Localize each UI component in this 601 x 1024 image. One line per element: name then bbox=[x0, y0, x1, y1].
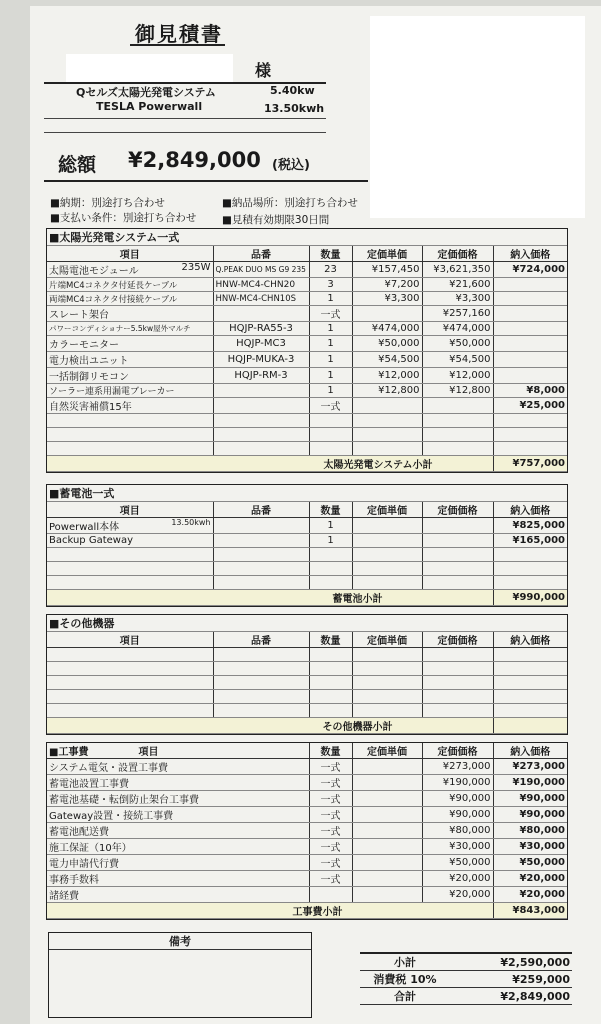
item-delivered-price bbox=[493, 278, 567, 292]
recipient-suffix: 様 bbox=[255, 61, 272, 80]
item-list-price: ¥54,500 bbox=[422, 352, 493, 368]
table-row bbox=[47, 759, 567, 775]
system-name-1: Qセルズ太陽光発電システム bbox=[76, 86, 216, 99]
table-row bbox=[47, 534, 567, 548]
summary-value: ¥2,849,000 bbox=[450, 988, 572, 1005]
table-row-empty bbox=[47, 442, 567, 456]
item-model bbox=[213, 306, 309, 322]
item-name: Powerwall本体 bbox=[49, 522, 120, 533]
item-list-price: ¥3,621,350 bbox=[422, 262, 493, 278]
item-name: Backup Gateway bbox=[47, 534, 213, 548]
item-delivered-price bbox=[493, 292, 567, 306]
table-row bbox=[47, 262, 567, 278]
item-unit-price: ¥3,300 bbox=[352, 292, 422, 306]
table-row bbox=[47, 855, 567, 871]
item-list-price: ¥12,000 bbox=[422, 368, 493, 384]
item-name: 自然災害補償15年 bbox=[47, 398, 213, 414]
item-delivered-price: ¥190,000 bbox=[493, 775, 567, 791]
item-qty: 一式 bbox=[309, 807, 352, 823]
col-unit-price: 定価単価 bbox=[352, 743, 422, 759]
col-delivered-price: 納入価格 bbox=[493, 632, 567, 648]
col-model: 品番 bbox=[213, 246, 309, 262]
item-name: 施工保証（10年） bbox=[47, 839, 309, 855]
item-unit-price bbox=[352, 534, 422, 548]
document-title: 御見積書 bbox=[135, 22, 223, 46]
item-delivered-price: ¥20,000 bbox=[493, 871, 567, 887]
col-delivered-price: 納入価格 bbox=[493, 743, 567, 759]
table-row bbox=[47, 518, 567, 534]
item-model: HQJP-MUKA-3 bbox=[213, 352, 309, 368]
item-name: 諸経費 bbox=[47, 887, 309, 903]
col-unit-price: 定価単価 bbox=[352, 246, 422, 262]
item-name: 蓄電池配送費 bbox=[47, 823, 309, 839]
item-delivered-price bbox=[493, 336, 567, 352]
item-unit-price bbox=[352, 518, 422, 534]
item-list-price: ¥80,000 bbox=[422, 823, 493, 839]
col-item: 項目 bbox=[47, 632, 213, 648]
table-row bbox=[47, 839, 567, 855]
item-delivered-price: ¥8,000 bbox=[493, 384, 567, 398]
item-delivered-price bbox=[493, 352, 567, 368]
other-header-row bbox=[47, 632, 567, 648]
item-delivered-price: ¥165,000 bbox=[493, 534, 567, 548]
col-list-price: 定価価格 bbox=[422, 632, 493, 648]
item-extra: 13.50kwh bbox=[171, 518, 211, 527]
item-name: カラーモニター bbox=[47, 336, 213, 352]
item-list-price: ¥50,000 bbox=[422, 336, 493, 352]
total-tax-note: (税込) bbox=[272, 158, 310, 173]
summary-value: ¥2,590,000 bbox=[450, 953, 572, 971]
item-unit-price: ¥50,000 bbox=[352, 336, 422, 352]
item-qty: 1 bbox=[309, 322, 352, 336]
col-model: 品番 bbox=[213, 632, 309, 648]
summary-table bbox=[360, 952, 572, 1005]
item-delivered-price bbox=[493, 368, 567, 384]
item-list-price: ¥90,000 bbox=[422, 791, 493, 807]
battery-subtotal-value: ¥990,000 bbox=[493, 590, 567, 606]
summary-row bbox=[360, 971, 572, 988]
summary-row bbox=[360, 988, 572, 1005]
item-list-price: ¥21,600 bbox=[422, 278, 493, 292]
col-unit-price: 定価単価 bbox=[352, 502, 422, 518]
item-model bbox=[213, 384, 309, 398]
col-qty: 数量 bbox=[309, 632, 352, 648]
item-list-price: ¥20,000 bbox=[422, 887, 493, 903]
col-delivered-price: 納入価格 bbox=[493, 502, 567, 518]
other-subtotal-value bbox=[493, 718, 567, 734]
item-extra: 235W bbox=[181, 262, 211, 273]
condition-delivery-date: ■納期：別途打ち合わせ bbox=[50, 197, 165, 209]
item-name: 片端MC4コネクタ付延長ケーブル bbox=[47, 278, 213, 292]
item-qty: 一式 bbox=[309, 839, 352, 855]
table-row bbox=[47, 368, 567, 384]
item-list-price: ¥190,000 bbox=[422, 775, 493, 791]
table-row bbox=[47, 775, 567, 791]
table-row bbox=[47, 871, 567, 887]
item-delivered-price: ¥20,000 bbox=[493, 887, 567, 903]
item-qty: 一式 bbox=[309, 759, 352, 775]
total-underline bbox=[44, 180, 368, 182]
solar-subtotal-row bbox=[47, 456, 567, 472]
col-model: 品番 bbox=[213, 502, 309, 518]
table-row bbox=[47, 322, 567, 336]
item-delivered-price bbox=[493, 322, 567, 336]
item-delivered-price: ¥825,000 bbox=[493, 518, 567, 534]
construction-subtotal-value: ¥843,000 bbox=[493, 903, 567, 919]
table-row bbox=[47, 384, 567, 398]
item-qty: 一式 bbox=[309, 871, 352, 887]
item-list-price: ¥273,000 bbox=[422, 759, 493, 775]
solar-section-title: ■太陽光発電システム一式 bbox=[47, 229, 567, 246]
table-row-empty bbox=[47, 414, 567, 428]
item-list-price: ¥474,000 bbox=[422, 322, 493, 336]
solar-subtotal-label: 太陽光発電システム小計 bbox=[47, 456, 493, 472]
table-row bbox=[47, 887, 567, 903]
condition-validity: ■見積有効期限30日間 bbox=[222, 214, 330, 226]
item-qty: 1 bbox=[309, 534, 352, 548]
item-qty: 一式 bbox=[309, 398, 352, 414]
redacted-area bbox=[370, 16, 585, 218]
summary-value: ¥259,000 bbox=[450, 971, 572, 988]
col-item: 項目 bbox=[47, 246, 213, 262]
item-delivered-price: ¥30,000 bbox=[493, 839, 567, 855]
table-row bbox=[47, 278, 567, 292]
table-row-empty bbox=[47, 662, 567, 676]
item-model: HQJP-RA55-3 bbox=[213, 322, 309, 336]
col-qty: 数量 bbox=[309, 246, 352, 262]
item-model: HNW-MC4-CHN10S bbox=[213, 292, 309, 306]
battery-section-title: ■蓄電池一式 bbox=[47, 485, 567, 502]
table-row-empty bbox=[47, 648, 567, 662]
item-list-price: ¥50,000 bbox=[422, 855, 493, 871]
item-list-price bbox=[422, 518, 493, 534]
item-qty: 一式 bbox=[309, 823, 352, 839]
item-name: 電力検出ユニット bbox=[47, 352, 213, 368]
recipient-name-redaction bbox=[66, 54, 233, 84]
other-section-title: ■その他機器 bbox=[47, 615, 567, 632]
item-qty: 一式 bbox=[309, 775, 352, 791]
item-unit-price: ¥54,500 bbox=[352, 352, 422, 368]
remarks-box bbox=[48, 932, 312, 1018]
item-qty: 3 bbox=[309, 278, 352, 292]
item-list-price: ¥90,000 bbox=[422, 807, 493, 823]
item-delivered-price: ¥25,000 bbox=[493, 398, 567, 414]
solar-header-row bbox=[47, 246, 567, 262]
item-list-price: ¥257,160 bbox=[422, 306, 493, 322]
battery-subtotal-row bbox=[47, 590, 567, 606]
item-delivered-price: ¥90,000 bbox=[493, 807, 567, 823]
item-unit-price bbox=[352, 398, 422, 414]
item-model bbox=[213, 398, 309, 414]
item-delivered-price: ¥90,000 bbox=[493, 791, 567, 807]
item-model: HQJP-RM-3 bbox=[213, 368, 309, 384]
summary-row bbox=[360, 953, 572, 971]
item-name: 蓄電池設置工事費 bbox=[47, 775, 309, 791]
item-unit-price bbox=[352, 306, 422, 322]
table-row-empty bbox=[47, 676, 567, 690]
item-model: HNW-MC4-CHN20 bbox=[213, 278, 309, 292]
item-qty: 1 bbox=[309, 384, 352, 398]
item-name: 電力申請代行費 bbox=[47, 855, 309, 871]
battery-section bbox=[46, 484, 568, 607]
col-list-price: 定価価格 bbox=[422, 743, 493, 759]
item-delivered-price: ¥273,000 bbox=[493, 759, 567, 775]
title-underline bbox=[130, 44, 225, 46]
table-row bbox=[47, 352, 567, 368]
item-qty: 一式 bbox=[309, 306, 352, 322]
battery-subtotal-label: 蓄電池小計 bbox=[47, 590, 493, 606]
table-row bbox=[47, 791, 567, 807]
table-row bbox=[47, 823, 567, 839]
item-delivered-price: ¥724,000 bbox=[493, 262, 567, 278]
item-qty: 1 bbox=[309, 368, 352, 384]
table-row-empty bbox=[47, 548, 567, 562]
construction-header-row bbox=[47, 743, 567, 759]
item-unit-price: ¥7,200 bbox=[352, 278, 422, 292]
summary-label: 合計 bbox=[360, 988, 450, 1005]
col-item: 項目 bbox=[47, 502, 213, 518]
item-name: 太陽電池モジュール bbox=[49, 266, 139, 277]
construction-section bbox=[46, 742, 568, 920]
table-row bbox=[47, 807, 567, 823]
system-name-2: TESLA Powerwall bbox=[96, 100, 203, 113]
item-qty bbox=[309, 887, 352, 903]
item-list-price bbox=[422, 534, 493, 548]
item-name: 蓄電池基礎・転倒防止架台工事費 bbox=[47, 791, 309, 807]
system-capacity-2: 13.50kwh bbox=[264, 102, 325, 115]
col-delivered-price: 納入価格 bbox=[493, 246, 567, 262]
col-list-price: 定価価格 bbox=[422, 246, 493, 262]
item-name: 事務手数料 bbox=[47, 871, 309, 887]
col-unit-price: 定価単価 bbox=[352, 632, 422, 648]
battery-header-row bbox=[47, 502, 567, 518]
item-model: Q.PEAK DUO MS G9 235 bbox=[213, 262, 309, 278]
item-unit-price: ¥157,450 bbox=[352, 262, 422, 278]
item-qty: 1 bbox=[309, 292, 352, 306]
item-qty: 一式 bbox=[309, 791, 352, 807]
construction-subtotal-label: 工事費小計 bbox=[47, 903, 493, 919]
system-capacity-1: 5.40kw bbox=[270, 84, 315, 97]
item-qty: 一式 bbox=[309, 855, 352, 871]
table-row bbox=[47, 292, 567, 306]
system-line-2 bbox=[44, 132, 326, 133]
solar-subtotal-value: ¥757,000 bbox=[493, 456, 567, 472]
table-row-empty bbox=[47, 576, 567, 590]
item-list-price: ¥12,800 bbox=[422, 384, 493, 398]
item-name: Gateway設置・接続工事費 bbox=[47, 807, 309, 823]
total-value: ¥2,849,000 bbox=[128, 148, 261, 172]
table-row bbox=[47, 398, 567, 414]
item-name: パワーコンディショナー5.5kw屋外マルチ bbox=[47, 322, 213, 336]
item-name: スレート架台 bbox=[47, 306, 213, 322]
table-row bbox=[47, 336, 567, 352]
col-qty: 数量 bbox=[309, 502, 352, 518]
other-subtotal-label: その他機器小計 bbox=[47, 718, 493, 734]
item-unit-price: ¥12,800 bbox=[352, 384, 422, 398]
col-qty: 数量 bbox=[309, 743, 352, 759]
item-unit-price: ¥12,000 bbox=[352, 368, 422, 384]
item-list-price: ¥20,000 bbox=[422, 871, 493, 887]
construction-subtotal-row bbox=[47, 903, 567, 919]
condition-delivery-place: ■納品場所：別途打ち合わせ bbox=[222, 197, 358, 209]
item-delivered-price: ¥50,000 bbox=[493, 855, 567, 871]
item-unit-price: ¥474,000 bbox=[352, 322, 422, 336]
item-delivered-price bbox=[493, 306, 567, 322]
remarks-label: 備考 bbox=[49, 933, 311, 950]
summary-label: 消費税 10% bbox=[360, 971, 450, 988]
item-qty: 1 bbox=[309, 336, 352, 352]
other-section bbox=[46, 614, 568, 735]
item-qty: 23 bbox=[309, 262, 352, 278]
construction-section-title: ■工事費 bbox=[49, 747, 89, 758]
item-model bbox=[213, 518, 309, 534]
item-list-price: ¥30,000 bbox=[422, 839, 493, 855]
col-list-price: 定価価格 bbox=[422, 502, 493, 518]
table-row-empty bbox=[47, 428, 567, 442]
item-name: 両端MC4コネクタ付接続ケーブル bbox=[47, 292, 213, 306]
col-item: 項目 bbox=[138, 747, 159, 758]
table-row bbox=[47, 306, 567, 322]
item-qty: 1 bbox=[309, 518, 352, 534]
item-qty: 1 bbox=[309, 352, 352, 368]
table-row-empty bbox=[47, 562, 567, 576]
other-subtotal-row bbox=[47, 718, 567, 734]
item-list-price bbox=[422, 398, 493, 414]
item-name: 一括制御リモコン bbox=[47, 368, 213, 384]
condition-payment: ■支払い条件：別途打ち合わせ bbox=[50, 212, 197, 224]
solar-section bbox=[46, 228, 568, 473]
item-model bbox=[213, 534, 309, 548]
table-row-empty bbox=[47, 704, 567, 718]
system-line-1 bbox=[44, 118, 326, 119]
item-name: ソーラー連系用漏電ブレーカー bbox=[47, 384, 213, 398]
summary-label: 小計 bbox=[360, 953, 450, 971]
item-model: HQJP-MC3 bbox=[213, 336, 309, 352]
item-name: システム電気・設置工事費 bbox=[47, 759, 309, 775]
table-row-empty bbox=[47, 690, 567, 704]
item-delivered-price: ¥80,000 bbox=[493, 823, 567, 839]
item-list-price: ¥3,300 bbox=[422, 292, 493, 306]
total-label: 総額 bbox=[58, 154, 97, 176]
